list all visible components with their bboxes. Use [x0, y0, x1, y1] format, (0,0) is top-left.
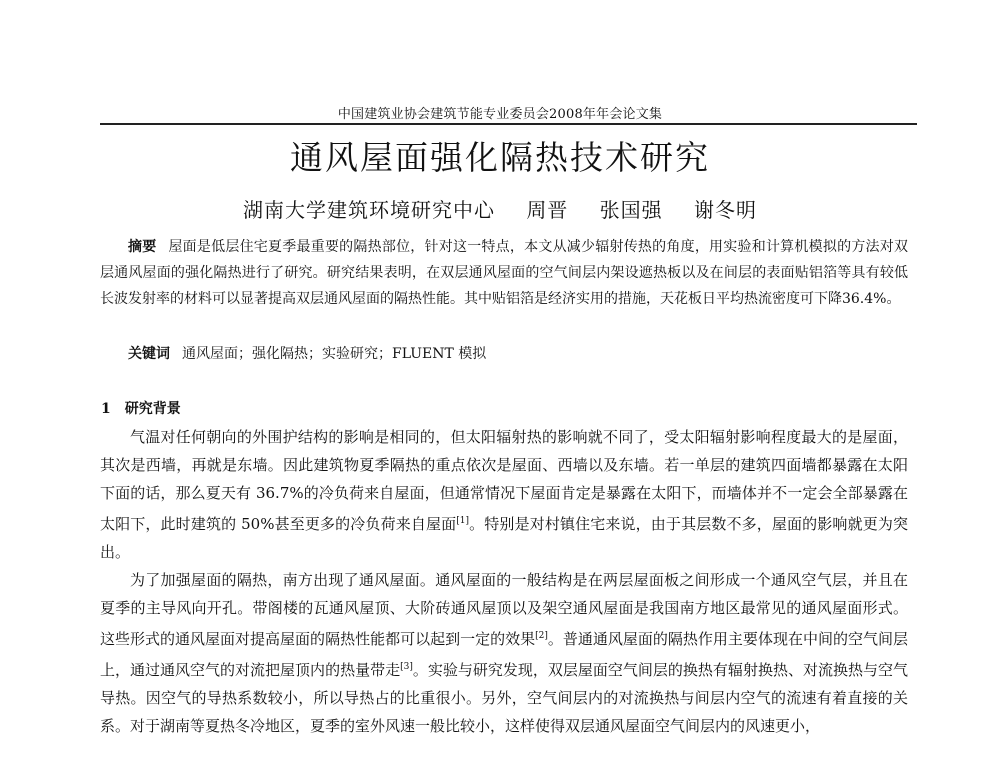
- header-divider: [100, 123, 917, 125]
- paragraph-2-text-b: 。普通通风屋面的隔热作用主要体现在中间的空气间层上，通过通风空气的对流把屋顶内的热量带走: [100, 630, 908, 679]
- citation-3: [3]: [400, 662, 413, 672]
- section-number: 1: [101, 401, 111, 417]
- abstract: [100, 234, 908, 312]
- author-3: 谢冬明: [694, 198, 758, 222]
- section-heading: [101, 398, 181, 418]
- paragraph-1-text-b: 。特别是对村镇住宅来说，由于其层数不多，屋面的影响就更为突出。: [100, 515, 908, 561]
- keywords-label: 关键词: [128, 346, 170, 362]
- paragraph-2-text-a: 为了加强屋面的隔热，南方出现了通风屋面。通风屋面的一般结构是在两层屋面板之间形成一个通风空气层，并且在夏季的主导风向开孔。带阁楼的瓦通风屋顶、大阶砖通风屋顶以及架空通风屋面是我国南方地区最常见的通风屋面形式。这些形式的通风屋面对提高屋面的隔热性能都可以起到一定的效果: [100, 571, 908, 648]
- author-2: 张国强: [599, 198, 663, 222]
- paragraph-2-text-c: 。实验与研究发现，双层屋面空气间层的换热有辐射换热、对流换热与空气导热。因空气的导热系数较小，所以导热占的比重很小。另外，空气间层内的对流换热与间层内空气的流速有着直接的关系。对于湖南等夏热冬冷地区，夏季的室外风速一般比较小，这样使得双层通风屋面空气间层内的风速更小，: [100, 661, 908, 735]
- section-body: [100, 423, 908, 740]
- section-title: 研究背景: [124, 401, 181, 417]
- author-line: [0, 194, 1000, 223]
- paper-title: 通风屋面强化隔热技术研究: [290, 138, 710, 177]
- paragraph-1-text-a: 气温对任何朝向的外围护结构的影响是相同的，但太阳辐射热的影响就不同了，受太阳辐射影响程度最大的是屋面，其次是西墙，再就是东墙。因此建筑物夏季隔热的重点依次是屋面、西墙以及东墙。若一单层的建筑四面墙都暴露在太阳下面的话，那么夏天有 36.7%的冷负荷来自屋面，但通常情况下屋面肯定是暴露在太阳下，而墙体并不一定会全部暴露在太阳下，此时建筑的 50%甚至更多的冷负荷来自屋面: [100, 428, 908, 533]
- abstract-label: 摘要: [128, 239, 157, 255]
- paragraph-1: [100, 423, 908, 566]
- keywords-text: 通风屋面；强化隔热；实验研究；FLUENT 模拟: [182, 346, 487, 362]
- author-1: 周晋: [526, 198, 569, 222]
- citation-1: [1]: [456, 516, 470, 526]
- affiliation: 湖南大学建筑环境研究中心: [242, 198, 495, 222]
- running-header: 中国建筑业协会建筑节能专业委员会2008年年会论文集: [337, 107, 663, 122]
- citation-2: [2]: [535, 631, 548, 641]
- keywords: [128, 343, 908, 363]
- paragraph-2: [100, 566, 908, 740]
- abstract-text: 屋面是低层住宅夏季最重要的隔热部位，针对这一特点，本文从减少辐射传热的角度，用实验和计算机模拟的方法对双层通风屋面的强化隔热进行了研究。研究结果表明，在双层通风屋面的空气间层内架设遮热板以及在间层的表面贴铝箔等具有较低长波发射率的材料可以显著提高双层通风屋面的隔热性能。其中贴铝箔是经济实用的措施，天花板日平均热流密度可下降36.4%。: [100, 239, 908, 307]
